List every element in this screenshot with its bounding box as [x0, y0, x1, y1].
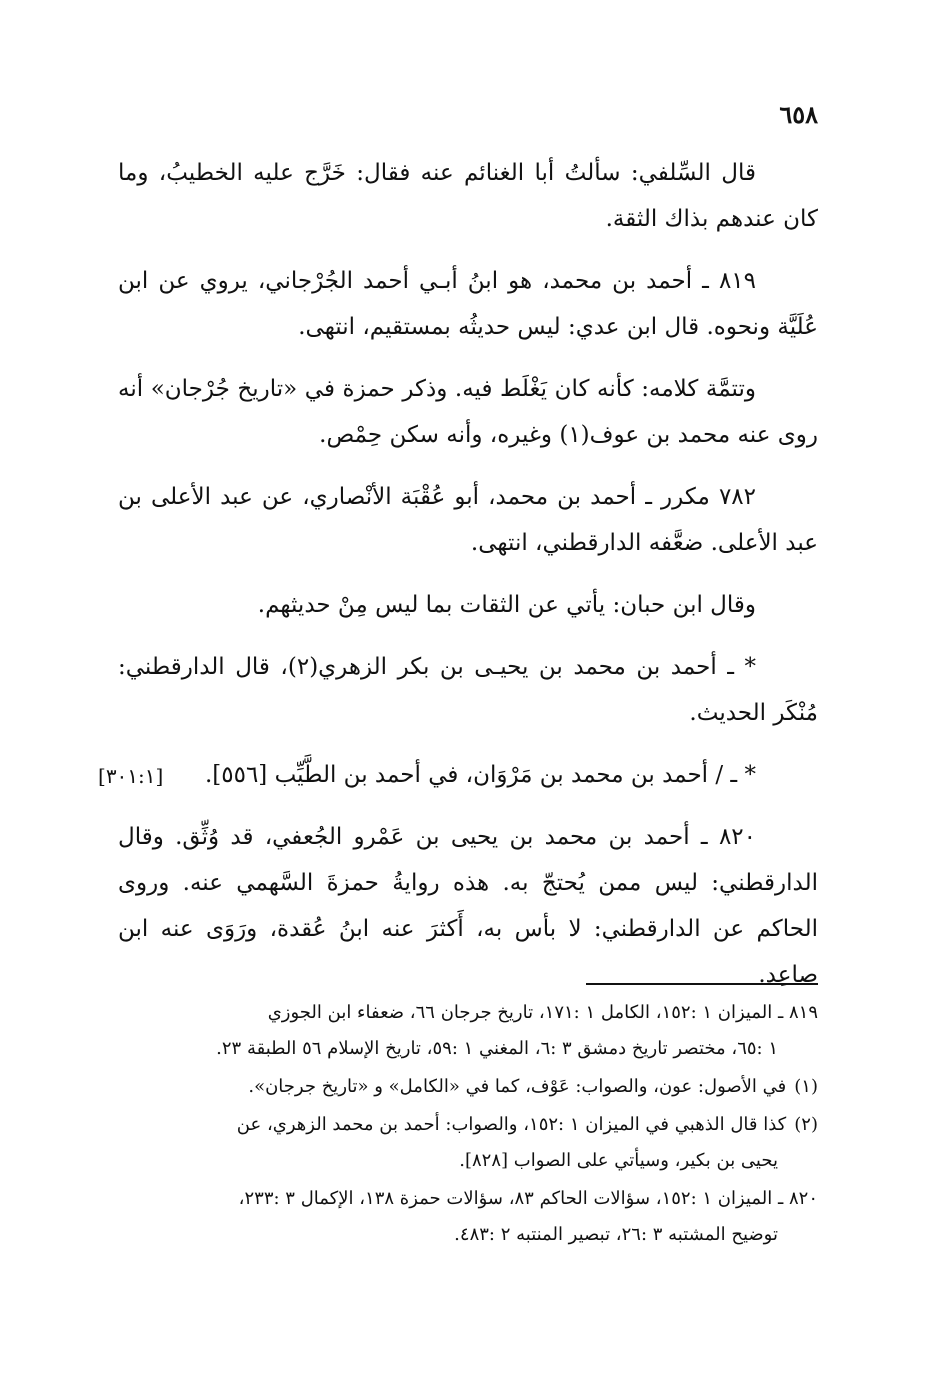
entry-820: ٨٢٠ ـ أحمد بن محمد بن يحيى بن عَمْرو الجُعفي، قد وُثِّق. وقال الدارقطني: ليس ممن يُحتجّ به. هذه روايةُ حمزةَ السَّهمي عنه. وروى الحاكم عن الدارقطني: لا بأس به، أَكثرَ عنه ابنُ عُقدة، ورَوَى عنه ابن صاعِد. — [118, 824, 818, 988]
footnote-1 — [106, 1069, 818, 1105]
entry-782-repeat: ٧٨٢ مكرر ـ أحمد بن محمد، أبو عُقْبَة الأنْصاري، عن عبد الأعلى بن عبد الأعلى. ضعَّفه الدارقطني، انتهى. — [118, 484, 818, 556]
footnote-820-line-2: توضيح المشتبه ٣ :٢٦، تبصير المنتبه ٢ :٤٨٣. — [454, 1224, 778, 1245]
footnotes — [106, 995, 818, 1255]
footnote-1-text: في الأصول: عون، والصواب: عَوْف، كما في «الكامل» و «تاريخ جرجان». — [248, 1076, 787, 1097]
entry-zuhri: * ـ أحمد بن محمد بن يحيـى بن بكر الزهري(٢)، قال الدارقطني: مُنْكَر الحديث. — [118, 654, 818, 726]
footnote-819 — [106, 995, 818, 1067]
footnote-819-line-2: ١ :٦٥، مختصر تاريخ دمشق ٣ :٦، المغني ١ :٥٩، تاريخ الإسلام ٥٦ الطبقة ٢٣. — [216, 1038, 778, 1059]
page-number: ٦٥٨ — [779, 100, 818, 129]
main-text — [118, 150, 818, 1014]
footnote-820-line-1: ٨٢٠ ـ الميزان ١ :١٥٢، سؤالات الحاكم ٨٣، سؤالات حمزة ١٣٨، الإكمال ٣ :٢٣٣، — [238, 1188, 818, 1209]
paragraph-silafi: قال السِّلفي: سألتُ أبا الغنائم عنه فقال: خَرَّج عليه الخطيبُ، وما كان عندهم بذاك الثقة. — [118, 160, 818, 232]
footnote-1-marker: (١) — [794, 1076, 818, 1097]
paragraph-ibn-hibban: وقال ابن حبان: يأتي عن الثقات بما ليس مِنْ حديثهم. — [257, 592, 756, 618]
entry-marwan: * ـ / أحمد بن محمد بن مَرْوَان، في أحمد بن الطَّيِّب [٥٥٦]. — [204, 762, 756, 788]
footnote-2-marker: (٢) — [794, 1114, 818, 1135]
paragraph-tatimma: وتتمَّة كلامه: كأنه كان يَغْلَط فيه. وذكر حمزة في «تاريخ جُرْجان» أنه روى عنه محمد بن عوف(١) وغيره، وأنه سكن حِمْص. — [118, 376, 818, 448]
footnote-2-line-2: يحيى بن بكير، وسيأتي على الصواب [٨٢٨]. — [459, 1150, 778, 1171]
entry-819: ٨١٩ ـ أحمد بن محمد، هو ابنُ أبـي أحمد الجُرْجاني، يروي عن ابن عُلَيَّة ونحوه. قال ابن عدي: ليس حديثُه بمستقيم، انتهى. — [118, 268, 818, 340]
footnote-2 — [106, 1107, 818, 1179]
footnote-820 — [106, 1181, 818, 1253]
footnote-divider — [586, 983, 818, 985]
footnote-819-line-1: ٨١٩ ـ الميزان ١ :١٥٢، الكامل ١ :١٧١، تاريخ جرجان ٦٦، ضعفاء ابن الجوزي — [267, 1002, 818, 1023]
footnote-2-line-1: كذا قال الذهبي في الميزان ١ :١٥٢، والصواب: أحمد بن محمد الزهري، عن — [236, 1114, 787, 1135]
margin-reference: [٣٠١:١] — [98, 764, 164, 788]
